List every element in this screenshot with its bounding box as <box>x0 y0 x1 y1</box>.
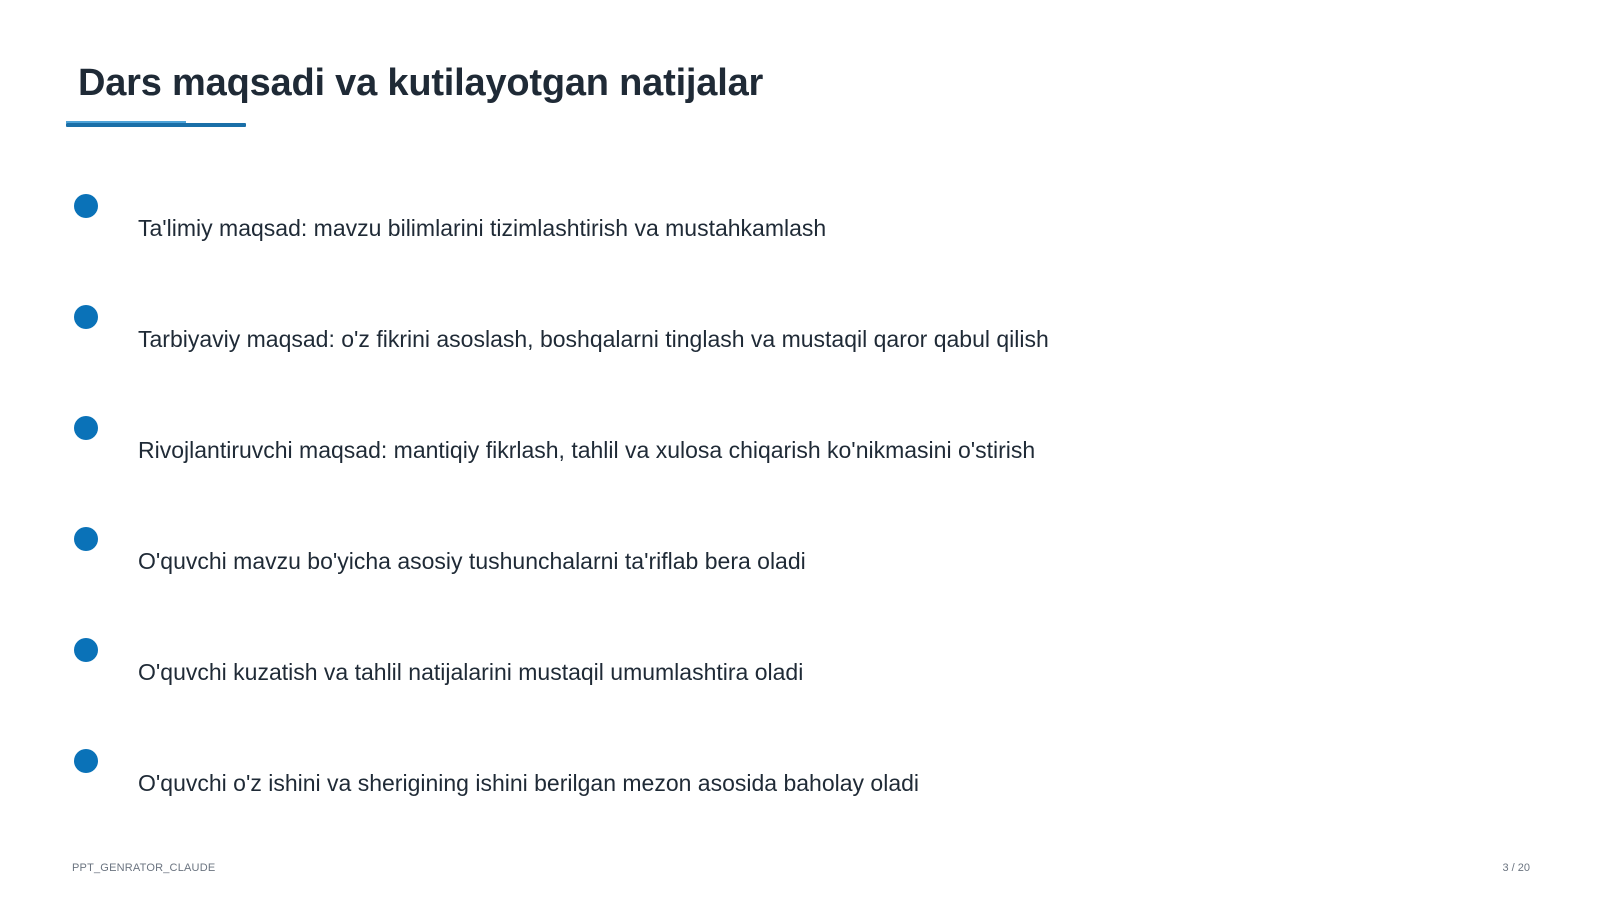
bullet-item <box>0 416 1600 496</box>
bullet-text: O'quvchi o'z ishini va sherigining ishini berilgan mezon asosida baholay oladi <box>138 770 920 796</box>
footer-generator: PPT_GENRATOR_CLAUDE <box>72 862 216 874</box>
bullet-text: Rivojlantiruvchi maqsad: mantiqiy fikrlash, tahlil va xulosa chiqarish ko'nikmasini o'stirish <box>138 437 1036 463</box>
page-number: 3 / 20 <box>1502 862 1530 874</box>
bullet-dot-icon <box>74 749 98 773</box>
bullet-item <box>0 305 1600 385</box>
bullet-dot-icon <box>74 527 98 551</box>
bullet-item <box>0 194 1600 274</box>
bullet-dot-icon <box>74 305 98 329</box>
bullet-dot-icon <box>74 638 98 662</box>
bullet-text: Ta'limiy maqsad: mavzu bilimlarini tizimlashtirish va mustahkamlash <box>138 215 827 241</box>
bullet-dot-icon <box>74 416 98 440</box>
bullet-text: Tarbiyaviy maqsad: o'z fikrini asoslash, boshqalarni tinglash va mustaqil qaror qabul qilish <box>138 326 1049 352</box>
bullet-item <box>0 527 1600 607</box>
bullet-text: O'quvchi mavzu bo'yicha asosiy tushunchalarni ta'riflab bera oladi <box>138 548 806 574</box>
bullet-item <box>0 638 1600 718</box>
slide-title: Dars maqsadi va kutilayotgan natijalar <box>78 62 764 104</box>
bullet-dot-icon <box>74 194 98 218</box>
bullet-text: O'quvchi kuzatish va tahlil natijalarini mustaqil umumlashtira oladi <box>138 659 804 685</box>
bullet-item <box>0 749 1600 829</box>
